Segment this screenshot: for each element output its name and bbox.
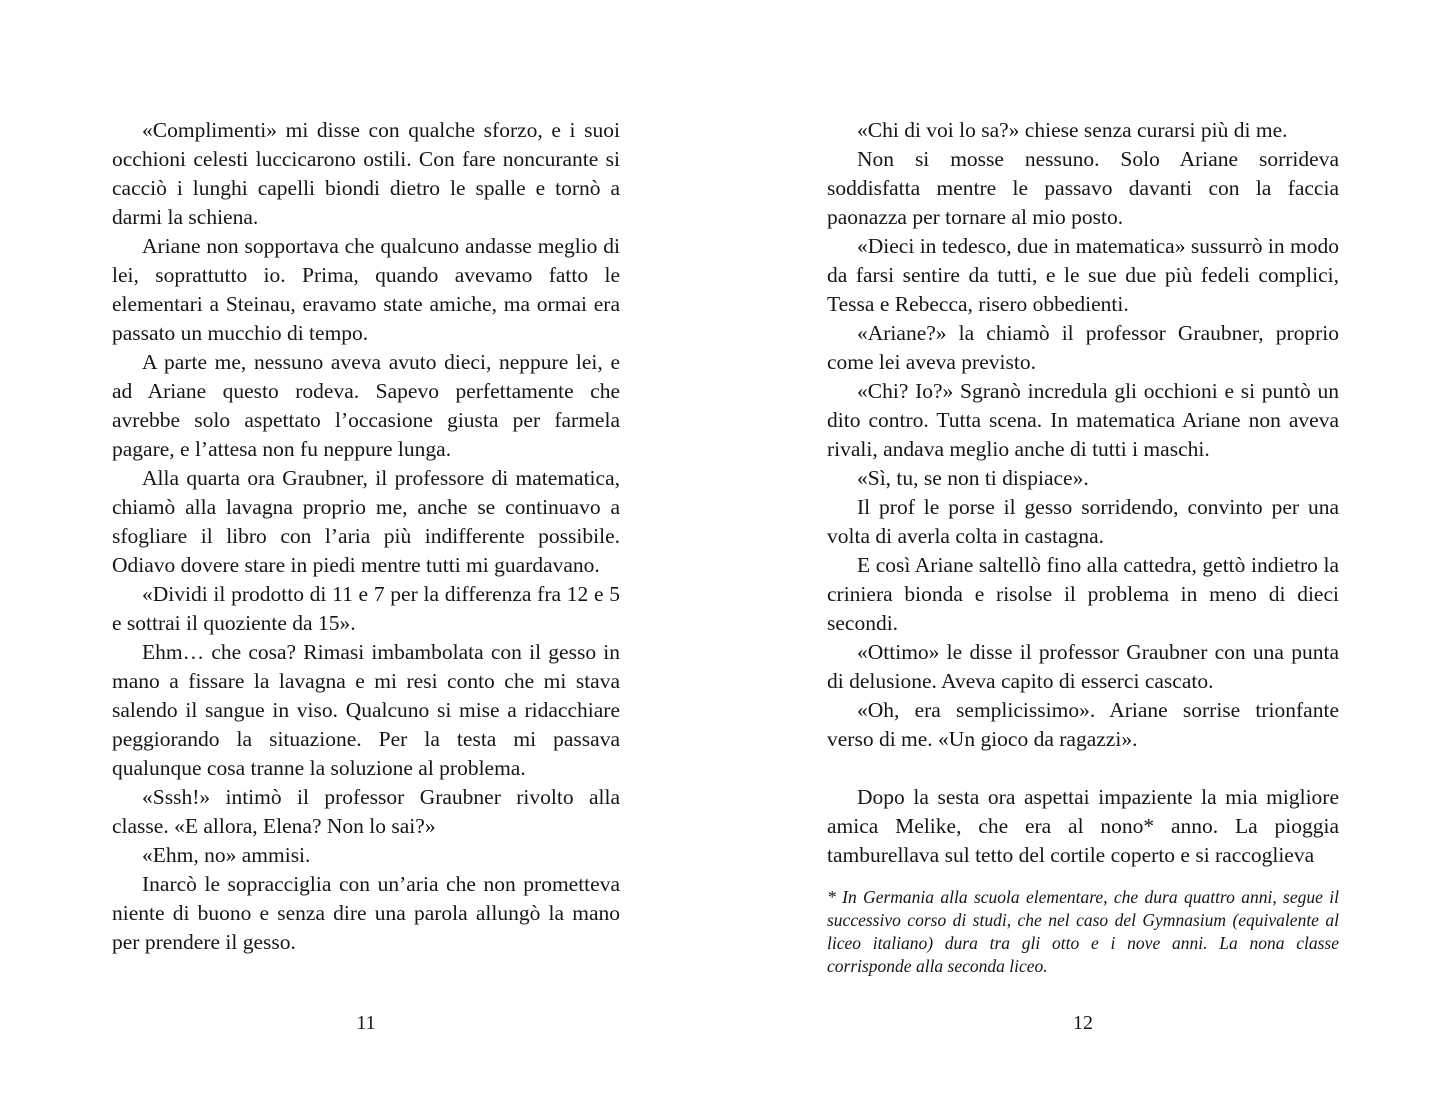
paragraph: «Sì, tu, se non ti dispiace». xyxy=(857,466,1089,490)
paragraph: Non si mosse nessuno. Solo Ariane sorrideva soddisfatta mentre le passavo davanti con la faccia paonazza per tornare al mio posto. xyxy=(827,147,1339,229)
page-number-left: 11 xyxy=(356,1012,376,1034)
paragraph: «Ottimo» le disse il professor Graubner con una punta di delusione. Aveva capito di esserci cascato. xyxy=(827,640,1339,693)
paragraph: «Dividi il prodotto di 11 e 7 per la differenza fra 12 e 5 e sottrai il quoziente da 15». xyxy=(112,582,620,635)
paragraph: «Ehm, no» ammisi. xyxy=(142,843,311,867)
paragraph: E così Ariane saltellò fino alla cattedra, gettò indietro la criniera bionda e risolse il problema in meno di dieci secondi. xyxy=(827,553,1339,635)
paragraph: «Complimenti» mi disse con qualche sforzo, e i suoi occhioni celesti luccicarono ostili. Con fare noncurante si cacciò i lunghi capelli biondi dietro le spalle e tornò a darmi la schiena. xyxy=(112,118,620,229)
page-number-right: 12 xyxy=(1073,1012,1093,1034)
paragraph: Ehm… che cosa? Rimasi imbambolata con il gesso in mano a fissare la lavagna e mi resi conto che mi stava salendo il sangue in viso. Qualcuno si mise a ridacchiare peggiorando la situazione. Per la testa mi passava qualunque cosa tranne la soluzione al problema. xyxy=(112,640,620,780)
paragraph: Ariane non sopportava che qualcuno andasse meglio di lei, soprattutto io. Prima, quando avevamo fatto le elementari a Steinau, eravamo state amiche, ma ormai era passato un mucchio di tempo. xyxy=(112,234,620,345)
paragraph: «Dieci in tedesco, due in matematica» sussurrò in modo da farsi sentire da tutti, e le sue due più fedeli complici, Tessa e Rebecca, risero obbedienti. xyxy=(827,234,1339,316)
page-right-text xyxy=(827,116,1339,978)
paragraph: A parte me, nessuno aveva avuto dieci, neppure lei, e ad Ariane questo rodeva. Sapevo perfettamente che avrebbe solo aspettato l’occasione giusta per farmela pagare, e l’attesa non fu neppure lunga. xyxy=(112,350,620,461)
paragraph: «Sssh!» intimò il professor Graubner rivolto alla classe. «E allora, Elena? Non lo sai?» xyxy=(112,785,620,838)
page-right-body xyxy=(827,116,1339,870)
paragraph: Inarcò le sopracciglia con un’aria che non prometteva niente di buono e senza dire una parola allungò la mano per prendere il gesso. xyxy=(112,872,620,954)
paragraph: Dopo la sesta ora aspettai impaziente la mia migliore amica Melike, che era al nono* anno. La pioggia tamburellava sul tetto del cortile coperto e si raccoglieva xyxy=(827,785,1339,867)
paragraph: «Chi di voi lo sa?» chiese senza curarsi più di me. xyxy=(857,118,1288,142)
paragraph: «Chi? Io?» Sgranò incredula gli occhioni e si puntò un dito contro. Tutta scena. In matematica Ariane non aveva rivali, andava meglio anche di tutti i maschi. xyxy=(827,379,1339,461)
page-left-text xyxy=(112,116,620,957)
paragraph: «Oh, era semplicissimo». Ariane sorrise trionfante verso di me. «Un gioco da ragazzi». xyxy=(827,698,1339,751)
paragraph: Alla quarta ora Graubner, il professore di matematica, chiamò alla lavagna proprio me, anche se continuavo a sfogliare il libro con l’aria più indifferente possibile. Odiavo dovere stare in piedi mentre tutti mi guardavano. xyxy=(112,466,620,577)
paragraph: «Ariane?» la chiamò il professor Graubner, proprio come lei aveva previsto. xyxy=(827,321,1339,374)
paragraph: Il prof le porse il gesso sorridendo, convinto per una volta di averla colta in castagna. xyxy=(827,495,1339,548)
footnote: * In Germania alla scuola elementare, che dura quattro anni, segue il successivo corso di studi, che nel caso del Gymnasium (equivalente al liceo italiano) dura tra gli otto e i nove anni. La nona classe corrisponde alla seconda liceo. xyxy=(827,887,1339,976)
